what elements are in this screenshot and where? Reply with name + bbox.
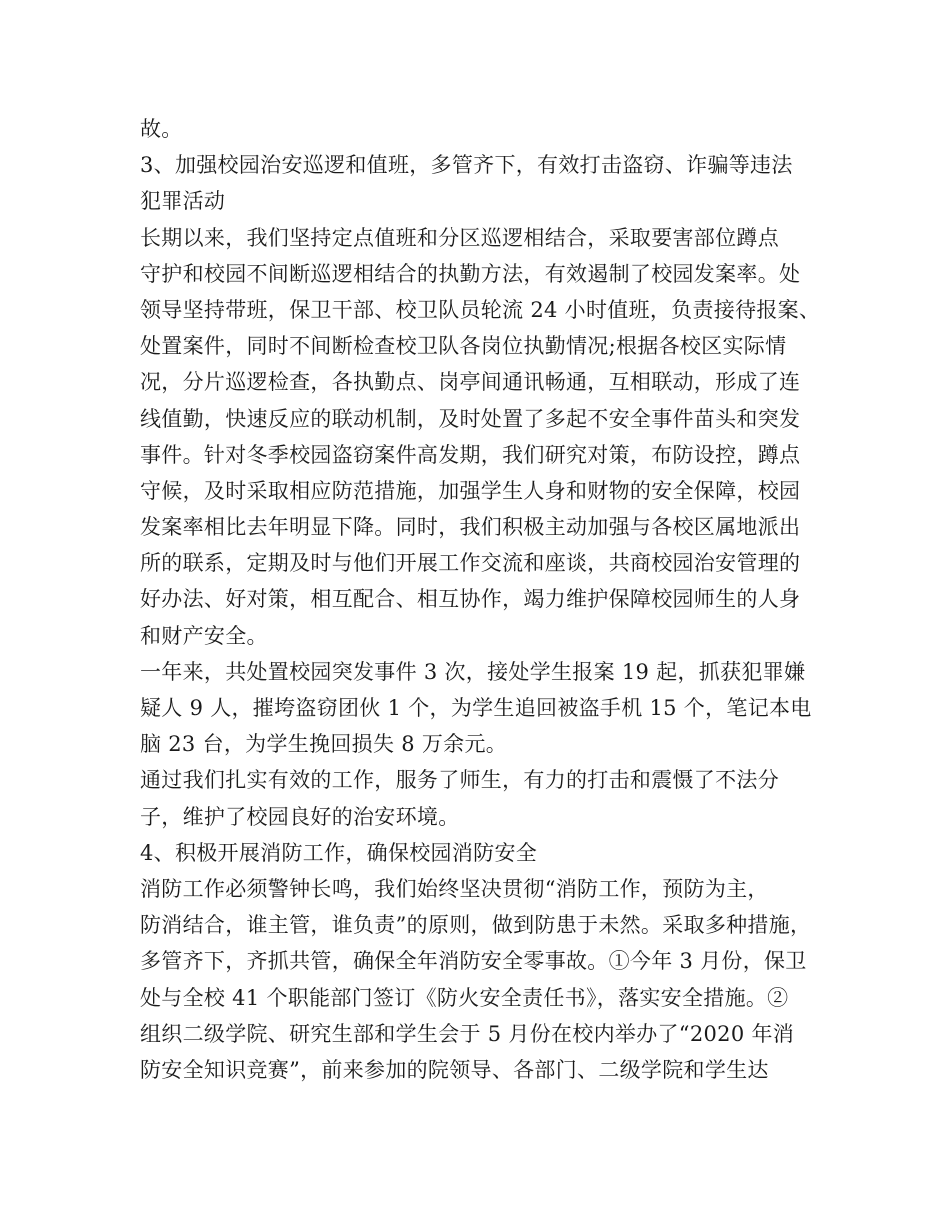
text-line: 多管齐下，齐抓共管，确保全年消防安全零事故。①今年 3 月份，保卫 (140, 949, 807, 974)
text-line: 一年来，共处置校园突发事件 3 次，接处学生报案 19 起，抓获犯罪嫌 (140, 659, 806, 684)
section-heading-4: 4、积极开展消防工作，确保校园消防安全 (140, 840, 538, 865)
text-line: 守护和校园不间断巡逻相结合的执勤方法，有效遏制了校园发案率。处 (140, 261, 801, 286)
text-line: 事件。针对冬季校园盗窃案件高发期，我们研究对策，布防设控，蹲点 (140, 442, 801, 467)
text-line: 组织二级学院、研究生部和学生会于 5 月份在校内举办了“2020 年消 (140, 1021, 795, 1046)
text-line: 犯罪活动 (140, 189, 226, 214)
text-line: 防安全知识竞赛”，前来参加的院领导、各部门、二级学院和学生达 (140, 1057, 769, 1082)
text-line: 所的联系，定期及时与他们开展工作交流和座谈，共商校园治安管理的 (140, 551, 801, 576)
text-line: 守候，及时采取相应防范措施，加强学生人身和财物的安全保障，校园 (140, 478, 801, 503)
text-line: 处与全校 41 个职能部门签订《防火安全责任书》，落实安全措施。② (140, 985, 789, 1010)
section-heading-3: 3、加强校园治安巡逻和值班，多管齐下，有效打击盗窃、诈骗等违法 (140, 153, 793, 178)
text-line: 好办法、好对策，相互配合、相互协作，竭力维护保障校园师生的人身 (140, 587, 801, 612)
text-line: 线值勤，快速反应的联动机制，及时处置了多起不安全事件苗头和突发 (140, 406, 801, 431)
text-line: 长期以来，我们坚持定点值班和分区巡逻相结合，采取要害部位蹲点 (140, 225, 779, 250)
document-body (140, 111, 820, 1088)
text-line: 消防工作必须警钟长鸣，我们始终坚决贯彻“消防工作，预防为主， (140, 876, 769, 901)
text-line: 处置案件，同时不间断检查校卫队各岗位执勤情况;根据各校区实际情 (140, 334, 787, 359)
text-line: 和财产安全。 (140, 623, 268, 648)
text-line: 脑 23 台，为学生挽回损失 8 万余元。 (140, 732, 508, 757)
text-line: 故。 (140, 117, 183, 141)
text-line: 领导坚持带班，保卫干部、校卫队员轮流 24 小时值班，负责接待报案、 (140, 297, 821, 322)
text-line: 防消结合，谁主管，谁负责”的原则，做到防患于未然。采取多种措施， (140, 913, 812, 938)
text-line: 发案率相比去年明显下降。同时，我们积极主动加强与各校区属地派出 (140, 515, 801, 540)
text-line: 况，分片巡逻检查，各执勤点、岗亭间通讯畅通，互相联动，形成了连 (140, 370, 801, 395)
text-line: 子，维护了校园良好的治安环境。 (140, 804, 460, 829)
text-line: 疑人 9 人，摧垮盗窃团伙 1 个，为学生追回被盗手机 15 个，笔记本电 (140, 696, 812, 720)
text-line: 通过我们扎实有效的工作，服务了师生，有力的打击和震慑了不法分 (140, 768, 779, 793)
